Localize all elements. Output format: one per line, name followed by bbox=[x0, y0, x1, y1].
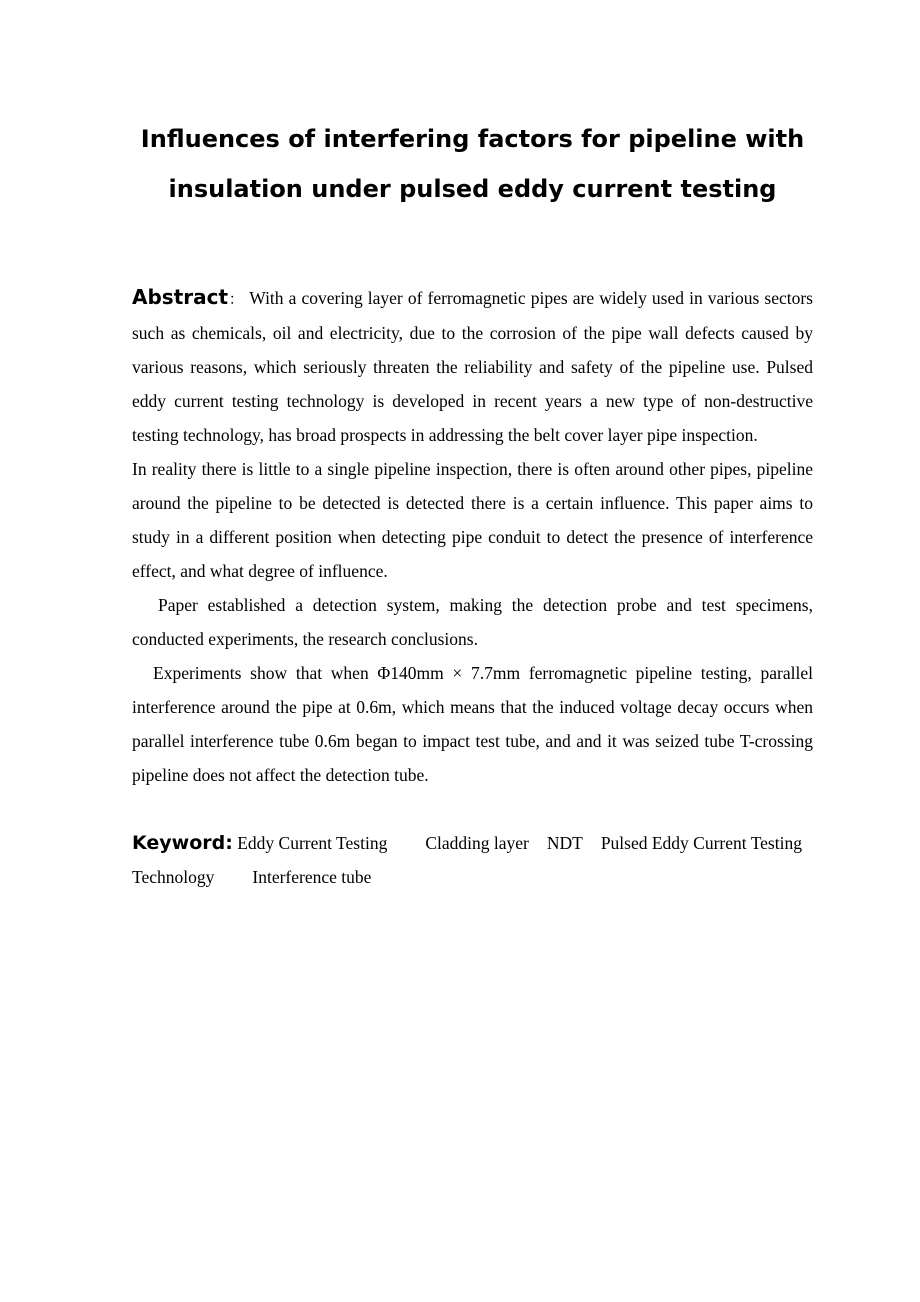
paper-title-line-2: insulation under pulsed eddy current testing bbox=[168, 175, 777, 203]
paper-title bbox=[110, 114, 835, 214]
keyword-item: Eddy Current Testing bbox=[237, 833, 388, 853]
keyword-item: NDT bbox=[546, 833, 583, 853]
keyword-item: Pulsed Eddy Current Testing Technology bbox=[132, 833, 802, 887]
abstract-text-1: With a covering layer of ferromagnetic pipes are widely used in various sectors such as chemicals, oil and electricity, due to the corrosion of the pipe wall defects caused by various reasons, which seriously threaten the reliability and safety of the pipeline use. Pulsed eddy current testing technology is developed in recent years a new type of non-destructive testing technology, has broad prospects in addressing the belt cover layer pipe inspection. bbox=[132, 288, 813, 445]
abstract-separator: ： bbox=[228, 290, 245, 308]
abstract-label: Abstract bbox=[132, 285, 229, 309]
abstract-paragraph-4: Experiments show that when Φ140mm × 7.7mm ferromagnetic pipeline testing, parallel interference around the pipe at 0.6m, which means that the induced voltage decay occurs when parallel interference tube 0.6m began to impact test tube, and and it was seized tube T-crossing pipeline does not affect the detection tube. bbox=[132, 663, 813, 785]
paper-title-line-1: Influences of interfering factors for pipeline with bbox=[140, 125, 805, 153]
abstract-paragraph-3: Paper established a detection system, making the detection probe and test specimens, conducted experiments, the research conclusions. bbox=[132, 595, 813, 649]
keyword-item: Cladding layer bbox=[425, 833, 529, 853]
abstract-paragraph-2: In reality there is little to a single pipeline inspection, there is often around other pipes, pipeline around the pipeline to be detected is detected there is a certain influence. This paper aims to study in a different position when detecting pipe conduit to detect the presence of interference effect, and what degree of influence. bbox=[132, 459, 813, 581]
abstract-paragraph-1 bbox=[132, 280, 813, 452]
abstract-section bbox=[132, 280, 813, 894]
keywords-label: Keyword: bbox=[132, 832, 233, 854]
keywords-line bbox=[132, 826, 813, 894]
keyword-item: Interference tube bbox=[252, 867, 372, 887]
